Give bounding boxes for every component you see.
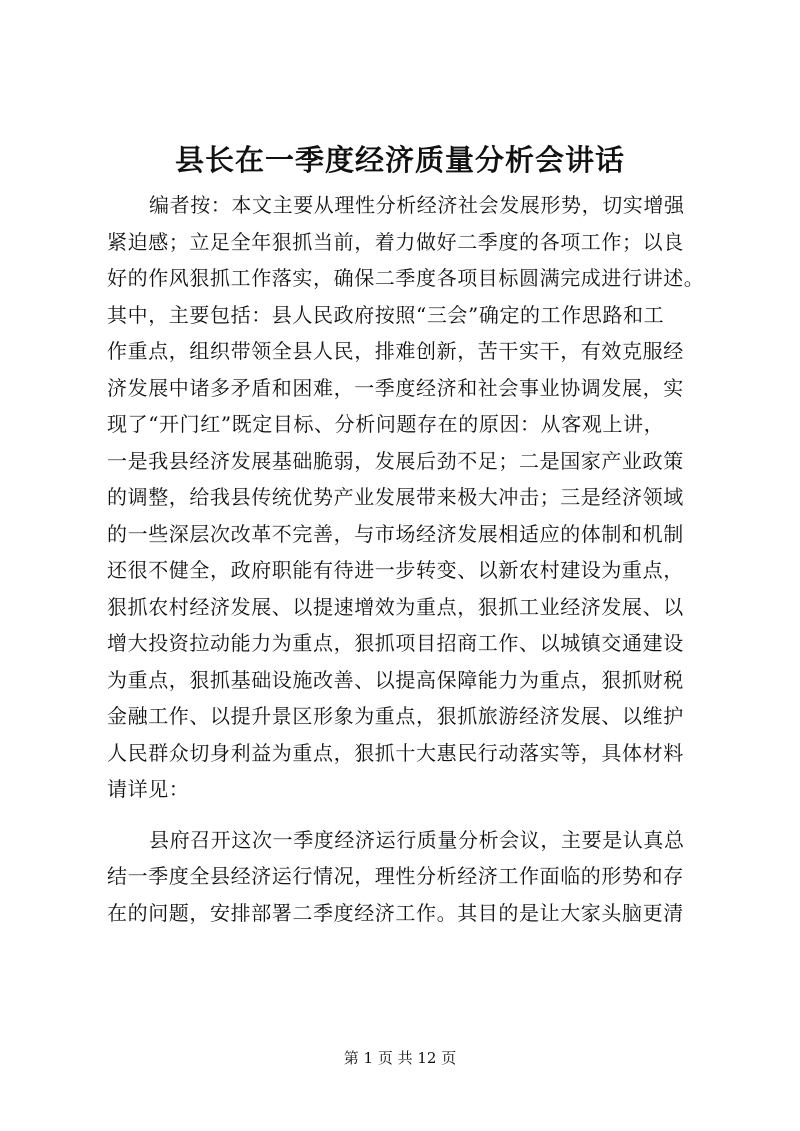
text-line: 县府召开这次一季度经济运行质量分析会议，主要是认真总 [149, 827, 685, 852]
text-line: 在的问题，安排部署二季度经济工作。其目的是让大家头脑更清 [107, 900, 684, 925]
page-footer: 第 1 页 共 12 页 [343, 1049, 457, 1067]
paragraph-gap [107, 808, 707, 822]
text-line: 编者按：本文主要从理性分析经济社会发展形势，切实增强 [149, 193, 685, 217]
text-line: 紧迫感；立足全年狠抓当前，着力做好二季度的各项工作；以良 [107, 229, 684, 254]
text-line: 的调整，给我县传统优势产业发展带来极大冲击；三是经济领域 [107, 485, 684, 509]
text-line: 其中，主要包括：县人民政府按照“三会”确定的工作思路和工 [107, 302, 665, 327]
text-line: 还很不健全，政府职能有待进一步转变、以新农村建设为重点， [107, 558, 684, 582]
text-line: 现了“开门红”既定目标、分析问题存在的原因：从客观上讲， [107, 412, 665, 436]
text-line: 的一些深层次改革不完善，与市场经济发展相适应的体制和机制 [107, 521, 684, 546]
text-line: 一是我县经济发展基础脆弱，发展后劲不足；二是国家产业政策 [107, 448, 684, 473]
text-line: 好的作风狠抓工作落实，确保二季度各项目标圆满完成进行讲述。 [107, 266, 705, 290]
paragraph-editor-note [107, 187, 707, 808]
text-line: 请详见： [107, 777, 190, 801]
text-line: 作重点，组织带领全县人民，排难创新，苦干实干，有效克服经 [107, 339, 684, 363]
text-line: 人民群众切身利益为重点，狠抓十大惠民行动落实等，具体材料 [107, 740, 684, 765]
text-line: 济发展中诸多矛盾和困难，一季度经济和社会事业协调发展，实 [107, 375, 684, 400]
text-line: 增大投资拉动能力为重点，狠抓项目招商工作、以城镇交通建设 [107, 631, 684, 655]
text-line: 为重点，狠抓基础设施改善、以提高保障能力为重点，狠抓财税 [107, 667, 684, 692]
document-body [107, 187, 707, 931]
text-line: 金融工作、以提升景区形象为重点，狠抓旅游经济发展、以维护 [107, 704, 684, 728]
text-line: 狠抓农村经济发展、以提速增效为重点，狠抓工业经济发展、以 [107, 594, 684, 619]
paragraph-meeting-summary [107, 822, 707, 932]
document-title: 县长在一季度经济质量分析会讲话 [174, 143, 625, 177]
text-line: 结一季度全县经济运行情况，理性分析经济工作面临的形势和存 [107, 864, 684, 888]
